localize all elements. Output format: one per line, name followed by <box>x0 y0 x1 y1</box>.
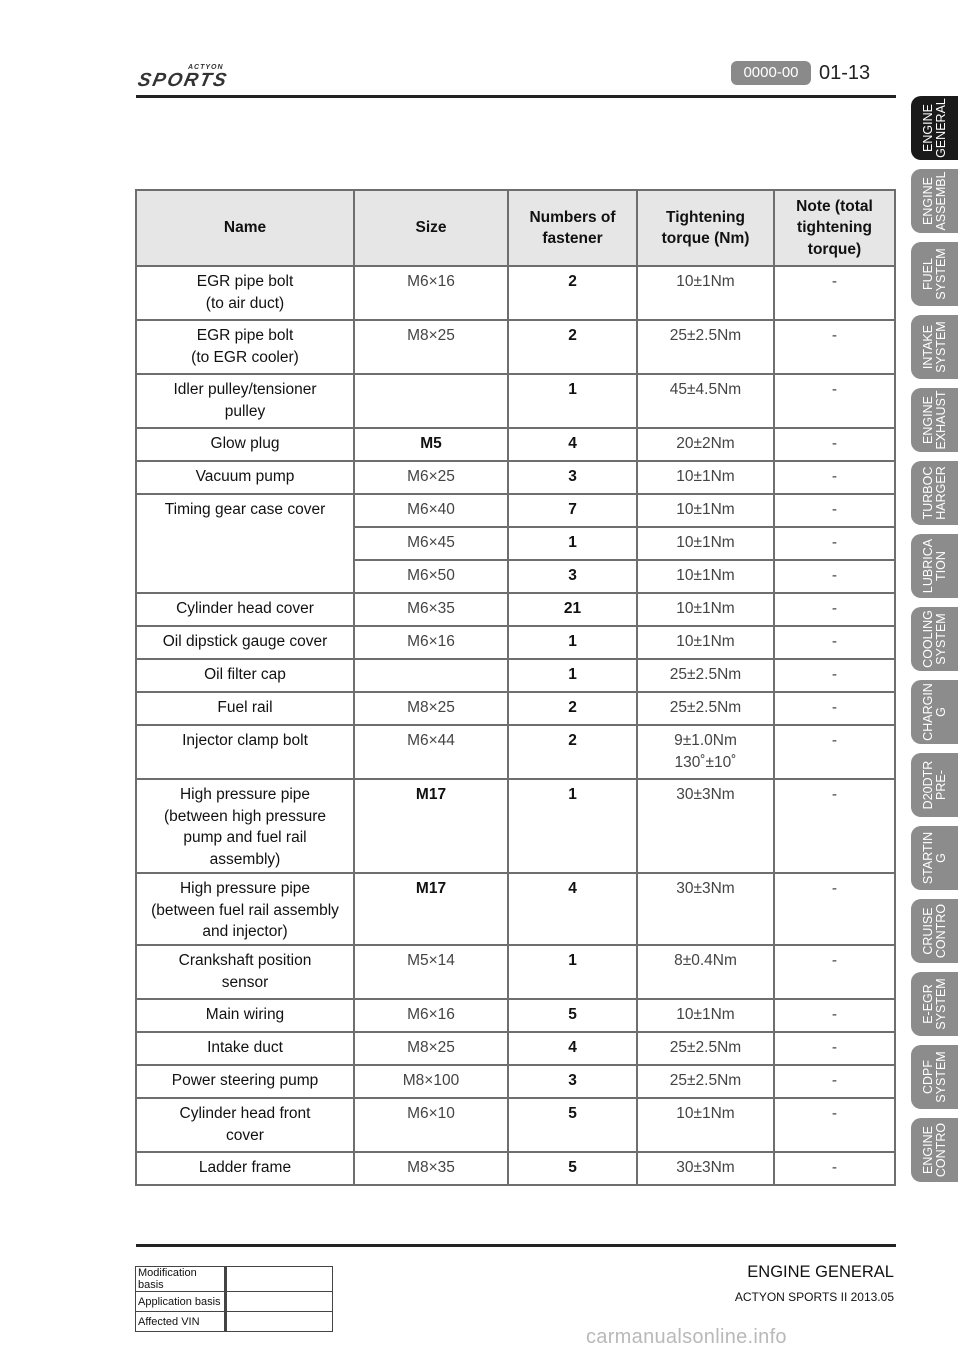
tab-turbocharger[interactable] <box>911 461 958 525</box>
cell-name: Oil dipstick gauge cover <box>136 626 354 659</box>
cell-name: EGR pipe bolt (to air duct) <box>136 266 354 320</box>
cell-size: M17 <box>354 873 508 945</box>
cell-note: - <box>774 593 895 626</box>
cell-size: M6×16 <box>354 999 508 1032</box>
header-name: Name <box>136 190 354 266</box>
cell-torque: 10±1Nm <box>637 527 774 560</box>
tab-label: ENGINE CONTRO <box>920 1122 948 1178</box>
cell-torque: 9±1.0Nm 130˚±10˚ <box>637 725 774 779</box>
header-count: Numbers of fastener <box>508 190 637 266</box>
cell-note: - <box>774 779 895 873</box>
cell-torque: 10±1Nm <box>637 1098 774 1152</box>
tab-label: CRUISE CONTRO <box>920 903 948 959</box>
cell-name: Injector clamp bolt <box>136 725 354 779</box>
cell-torque: 25±2.5Nm <box>637 1065 774 1098</box>
tab-cdpf-system[interactable] <box>911 1045 958 1109</box>
tab-label: E-EGR SYSTEM <box>920 978 948 1030</box>
table-row <box>136 266 895 320</box>
tightening-torque-table <box>135 189 896 1186</box>
cell-size: M6×45 <box>354 527 508 560</box>
cell-name: Idler pulley/tensioner pulley <box>136 374 354 428</box>
application-basis-value <box>226 1292 333 1312</box>
footer-divider <box>136 1244 896 1247</box>
table-row <box>136 1032 895 1065</box>
cell-count: 2 <box>508 266 637 320</box>
table-row <box>136 1292 333 1312</box>
cell-note: - <box>774 428 895 461</box>
cell-note: - <box>774 1098 895 1152</box>
cell-size: M8×25 <box>354 1032 508 1065</box>
cell-count: 1 <box>508 374 637 428</box>
cell-torque: 10±1Nm <box>637 494 774 527</box>
affected-vin-value <box>226 1312 333 1332</box>
tab-engine-general[interactable] <box>911 96 958 160</box>
tab-cooling-system[interactable] <box>911 607 958 671</box>
affected-vin-label: Affected VIN <box>136 1312 226 1332</box>
modification-basis-value <box>226 1267 333 1292</box>
cell-note: - <box>774 374 895 428</box>
modification-basis-label: Modification basis <box>136 1267 226 1292</box>
cell-name: Glow plug <box>136 428 354 461</box>
cell-size <box>354 659 508 692</box>
cell-note: - <box>774 725 895 779</box>
tab-engine-assembly[interactable] <box>911 169 958 233</box>
cell-count: 4 <box>508 873 637 945</box>
cell-note: - <box>774 560 895 593</box>
tab-label: FUEL SYSTEM <box>920 248 948 300</box>
cell-torque: 30±3Nm <box>637 873 774 945</box>
cell-note: - <box>774 945 895 999</box>
table-row <box>136 320 895 374</box>
cell-count: 2 <box>508 692 637 725</box>
cell-count: 1 <box>508 659 637 692</box>
cell-torque: 45±4.5Nm <box>637 374 774 428</box>
table-row <box>136 725 895 779</box>
cell-note: - <box>774 320 895 374</box>
cell-size: M6×35 <box>354 593 508 626</box>
cell-size: M8×35 <box>354 1152 508 1185</box>
logo-main-text: SPORTS <box>135 70 231 91</box>
cell-note: - <box>774 659 895 692</box>
cell-note: - <box>774 873 895 945</box>
cell-torque: 10±1Nm <box>637 560 774 593</box>
table-row <box>136 626 895 659</box>
tab-e-egr-system[interactable] <box>911 972 958 1036</box>
cell-count: 1 <box>508 945 637 999</box>
chapter-title: ENGINE GENERAL <box>747 1263 894 1281</box>
cell-torque: 10±1Nm <box>637 266 774 320</box>
cell-name: Cylinder head cover <box>136 593 354 626</box>
cell-size: M6×25 <box>354 461 508 494</box>
tab-label: ENGINE ASSEMBL <box>920 171 948 231</box>
cell-name: Timing gear case cover <box>136 494 354 593</box>
header-divider <box>136 95 896 98</box>
cell-count: 2 <box>508 320 637 374</box>
tab-label: COOLING SYSTEM <box>920 610 948 668</box>
tab-d20dtr-pre[interactable] <box>911 753 958 817</box>
page-number: 01-13 <box>819 62 871 84</box>
cell-count: 5 <box>508 1152 637 1185</box>
table-row <box>136 461 895 494</box>
cell-count: 4 <box>508 1032 637 1065</box>
table-row <box>136 428 895 461</box>
cell-count: 7 <box>508 494 637 527</box>
cell-name: Ladder frame <box>136 1152 354 1185</box>
table-row <box>136 999 895 1032</box>
cell-count: 4 <box>508 428 637 461</box>
tab-engine-control[interactable] <box>911 1118 958 1182</box>
cell-size: M6×16 <box>354 626 508 659</box>
section-code-badge: 0000-00 <box>731 61 811 85</box>
tab-label: LUBRICA TION <box>920 538 948 594</box>
tab-label: CDPF SYSTEM <box>920 1051 948 1103</box>
tab-starting[interactable] <box>911 826 958 890</box>
cell-note: - <box>774 626 895 659</box>
tab-intake-system[interactable] <box>911 315 958 379</box>
cell-size: M6×44 <box>354 725 508 779</box>
cell-torque: 10±1Nm <box>637 626 774 659</box>
cell-torque: 25±2.5Nm <box>637 320 774 374</box>
tab-charging[interactable] <box>911 680 958 744</box>
cell-count: 3 <box>508 1065 637 1098</box>
cell-size: M6×16 <box>354 266 508 320</box>
cell-size: M8×100 <box>354 1065 508 1098</box>
cell-size: M17 <box>354 779 508 873</box>
cell-torque: 25±2.5Nm <box>637 659 774 692</box>
cell-torque: 10±1Nm <box>637 461 774 494</box>
cell-name: Power steering pump <box>136 1065 354 1098</box>
cell-name: Oil filter cap <box>136 659 354 692</box>
table-row <box>136 494 895 527</box>
header-size: Size <box>354 190 508 266</box>
application-basis-label: Application basis <box>136 1292 226 1312</box>
cell-note: - <box>774 494 895 527</box>
table-row <box>136 593 895 626</box>
cell-name: Intake duct <box>136 1032 354 1065</box>
cell-name: Main wiring <box>136 999 354 1032</box>
table-row <box>136 779 895 873</box>
cell-note: - <box>774 999 895 1032</box>
tab-label: STARTIN G <box>920 831 948 885</box>
cell-size: M6×10 <box>354 1098 508 1152</box>
cell-torque: 25±2.5Nm <box>637 692 774 725</box>
cell-note: - <box>774 527 895 560</box>
table-row <box>136 1267 333 1292</box>
cell-size: M6×50 <box>354 560 508 593</box>
cell-note: - <box>774 461 895 494</box>
tab-label: D20DTR PRE- <box>920 760 948 810</box>
model-year: ACTYON SPORTS II 2013.05 <box>734 1290 894 1304</box>
cell-count: 3 <box>508 461 637 494</box>
cell-name: Crankshaft position sensor <box>136 945 354 999</box>
cell-name: High pressure pipe (between high pressure pump and fuel rail assembly) <box>136 779 354 873</box>
cell-torque: 10±1Nm <box>637 999 774 1032</box>
tab-label: ENGINE EXHAUST <box>920 390 948 450</box>
cell-size: M6×40 <box>354 494 508 527</box>
cell-size: M8×25 <box>354 692 508 725</box>
table-row <box>136 945 895 999</box>
table-row <box>136 659 895 692</box>
table-row <box>136 692 895 725</box>
cell-torque: 20±2Nm <box>637 428 774 461</box>
cell-torque: 10±1Nm <box>637 593 774 626</box>
table-row <box>136 374 895 428</box>
table-row <box>136 1065 895 1098</box>
cell-count: 1 <box>508 779 637 873</box>
header-note: Note (total tightening torque) <box>774 190 895 266</box>
tab-label: CHARGIN G <box>920 683 948 741</box>
cell-torque: 30±3Nm <box>637 779 774 873</box>
cell-note: - <box>774 1065 895 1098</box>
cell-name: EGR pipe bolt (to EGR cooler) <box>136 320 354 374</box>
tab-label: INTAKE SYSTEM <box>920 321 948 373</box>
cell-size: M8×25 <box>354 320 508 374</box>
cell-name: Fuel rail <box>136 692 354 725</box>
cell-torque: 30±3Nm <box>637 1152 774 1185</box>
cell-count: 1 <box>508 527 637 560</box>
tab-fuel-system[interactable] <box>911 242 958 306</box>
tab-label: ENGINE GENERAL <box>920 98 948 158</box>
table-row <box>136 1312 333 1332</box>
cell-count: 5 <box>508 1098 637 1152</box>
cell-size <box>354 374 508 428</box>
cell-size: M5 <box>354 428 508 461</box>
cell-count: 5 <box>508 999 637 1032</box>
header-torque: Tightening torque (Nm) <box>637 190 774 266</box>
table-row <box>136 873 895 945</box>
cell-torque: 25±2.5Nm <box>637 1032 774 1065</box>
table-row <box>136 1152 895 1185</box>
cell-name: High pressure pipe (between fuel rail assembly and injector) <box>136 873 354 945</box>
cell-count: 1 <box>508 626 637 659</box>
modification-table <box>135 1266 333 1332</box>
cell-count: 2 <box>508 725 637 779</box>
logo-small-text: ACTYON <box>188 64 224 71</box>
cell-name: Vacuum pump <box>136 461 354 494</box>
cell-count: 21 <box>508 593 637 626</box>
cell-count: 3 <box>508 560 637 593</box>
tab-engine-exhaust[interactable] <box>911 388 958 452</box>
cell-name: Cylinder head front cover <box>136 1098 354 1152</box>
tab-label: TURBOC HARGER <box>920 466 948 520</box>
cell-note: - <box>774 1032 895 1065</box>
table-header-row <box>136 190 895 266</box>
cell-note: - <box>774 692 895 725</box>
cell-note: - <box>774 1152 895 1185</box>
tab-cruise-control[interactable] <box>911 899 958 963</box>
watermark-text: carmanualsonline.info <box>586 1326 787 1348</box>
tab-lubrication[interactable] <box>911 534 958 598</box>
cell-torque: 8±0.4Nm <box>637 945 774 999</box>
table-row <box>136 1098 895 1152</box>
cell-note: - <box>774 266 895 320</box>
cell-size: M5×14 <box>354 945 508 999</box>
